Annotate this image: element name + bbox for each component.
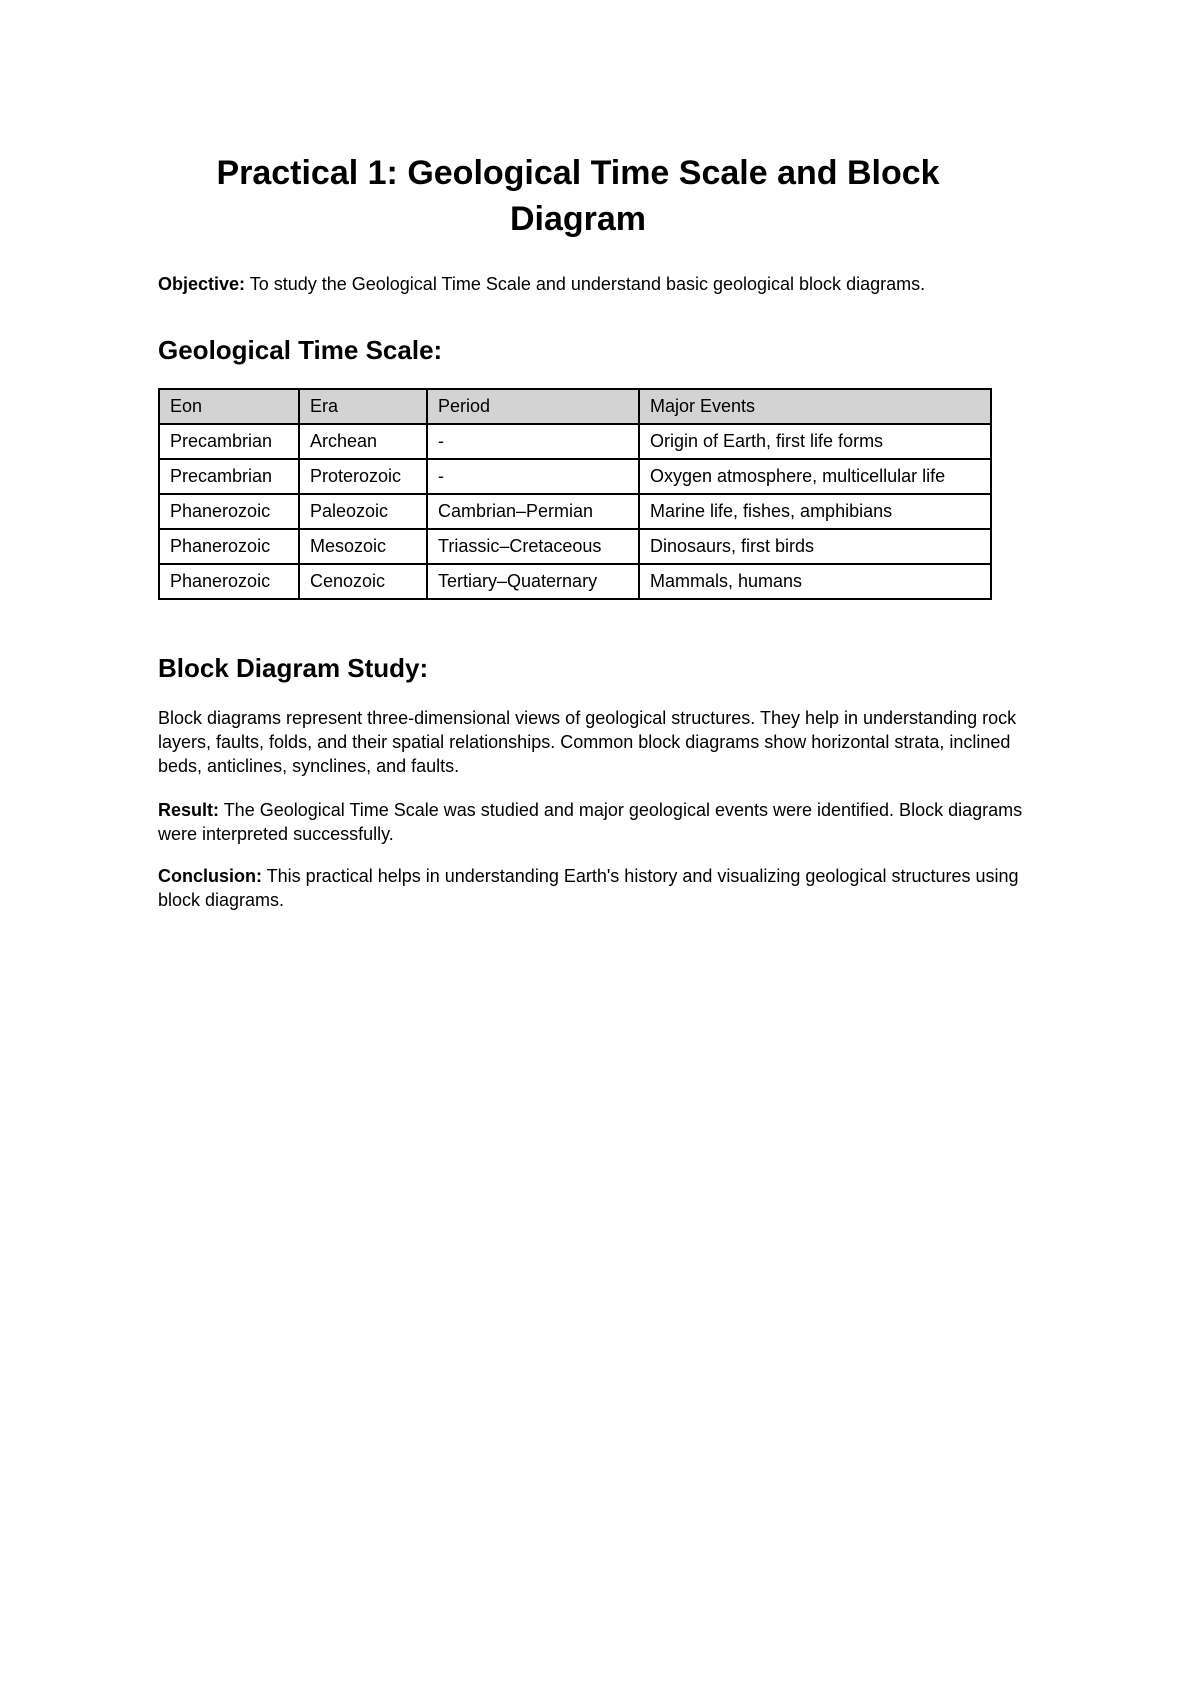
cell-era: Archean	[299, 424, 427, 459]
block-diagram-heading: Block Diagram Study:	[158, 653, 429, 683]
objective-label: Objective:	[158, 274, 246, 294]
cell-era: Mesozoic	[299, 529, 427, 564]
cell-major-events: Oxygen atmosphere, multicellular life	[639, 459, 991, 494]
objective-paragraph	[158, 272, 1048, 296]
conclusion-text: This practical helps in understanding Earth's history and visualizing geological structures using block diagrams.	[158, 866, 1019, 910]
objective-text: To study the Geological Time Scale and understand basic geological block diagrams.	[245, 274, 926, 294]
time-scale-table	[158, 388, 992, 600]
cell-major-events: Mammals, humans	[639, 564, 991, 599]
table-row	[159, 529, 991, 564]
table-header-row	[159, 389, 991, 424]
cell-era: Proterozoic	[299, 459, 427, 494]
cell-period: Tertiary–Quaternary	[427, 564, 639, 599]
cell-eon: Phanerozoic	[159, 564, 299, 599]
cell-major-events: Origin of Earth, first life forms	[639, 424, 991, 459]
cell-major-events: Dinosaurs, first birds	[639, 529, 991, 564]
conclusion-paragraph	[158, 864, 1048, 912]
cell-period: -	[427, 424, 639, 459]
cell-period: Triassic–Cretaceous	[427, 529, 639, 564]
conclusion-label: Conclusion:	[158, 866, 262, 886]
column-header-eon: Eon	[159, 389, 299, 424]
table-row	[159, 494, 991, 529]
table-row	[159, 564, 991, 599]
document-page	[158, 150, 1048, 912]
result-text: The Geological Time Scale was studied and major geological events were identified. Block diagrams were interpreted successfully.	[158, 800, 1023, 844]
column-header-major-events: Major Events	[639, 389, 991, 424]
cell-major-events: Marine life, fishes, amphibians	[639, 494, 991, 529]
column-header-period: Period	[427, 389, 639, 424]
cell-era: Paleozoic	[299, 494, 427, 529]
table-row	[159, 459, 991, 494]
block-diagram-paragraph: Block diagrams represent three-dimensional views of geological structures. They help in understanding rock layers, faults, folds, and their spatial relationships. Common block diagrams show horizontal strata, inclined beds, anticlines, synclines, and faults.	[158, 708, 1017, 776]
time-scale-heading: Geological Time Scale:	[158, 335, 443, 365]
document-title: Practical 1: Geological Time Scale and Block Diagram	[216, 154, 940, 238]
cell-era: Cenozoic	[299, 564, 427, 599]
cell-period: Cambrian–Permian	[427, 494, 639, 529]
cell-eon: Phanerozoic	[159, 529, 299, 564]
column-header-era: Era	[299, 389, 427, 424]
cell-eon: Precambrian	[159, 459, 299, 494]
cell-eon: Phanerozoic	[159, 494, 299, 529]
result-label: Result:	[158, 800, 220, 820]
cell-period: -	[427, 459, 639, 494]
cell-eon: Precambrian	[159, 424, 299, 459]
table-row	[159, 424, 991, 459]
result-paragraph	[158, 798, 1048, 846]
